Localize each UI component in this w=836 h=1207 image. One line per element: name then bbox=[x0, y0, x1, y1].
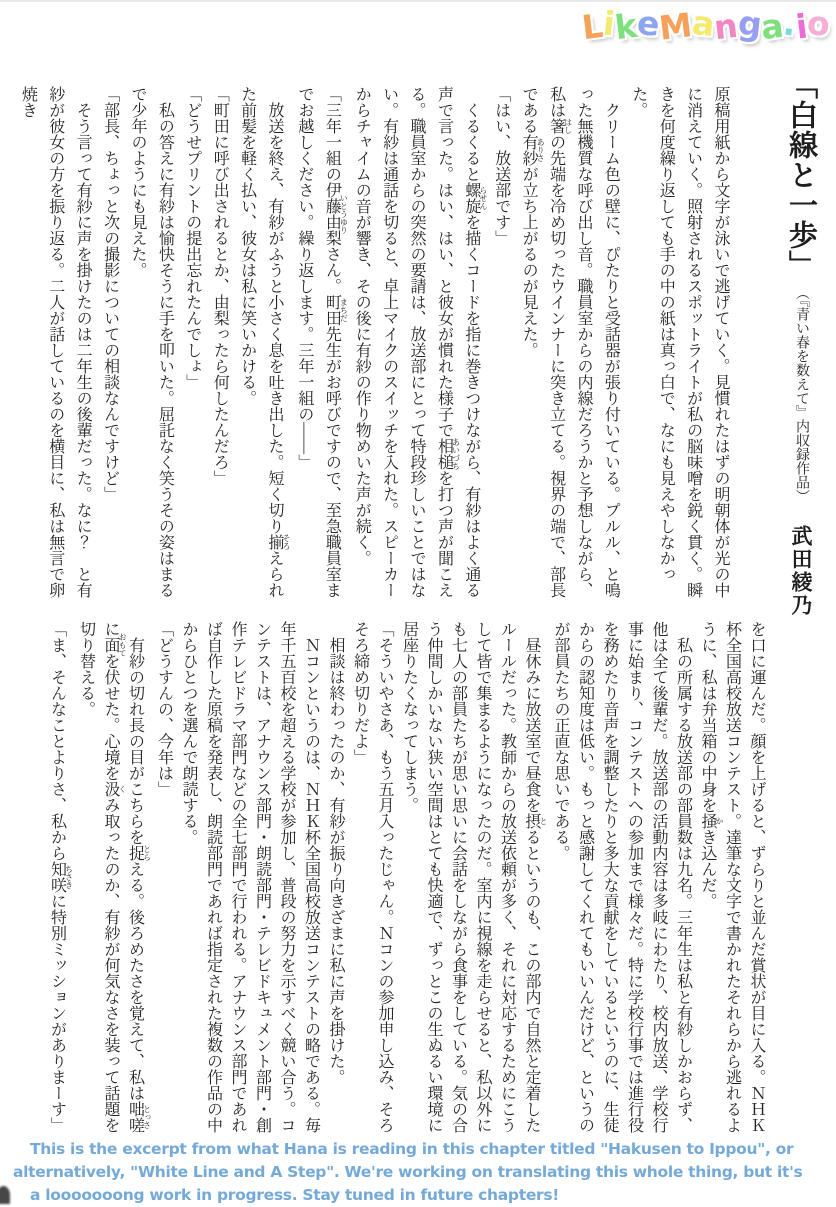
paragraph: 「町田に呼び出されるとか、由梨ったら何したんだろ」 bbox=[211, 86, 229, 486]
watermark-letter: a bbox=[690, 2, 717, 45]
paragraph: Ｎコンというのは、ＮＨＫ杯全国高校放送コンテストの略である。毎年千五百校を超える学校が参加し、普段の努力を示すべく競い合う。コンテストは、アナウンス部門・朗読部門・テレビドキュメント部門・創作テレビドラマ部門などの全七部門で行われる。アナウンス部門であれば自作した原稿を発表し、朗読部門であれば指定された複数の作品の中からひとつを選んで朗読する。 bbox=[180, 621, 320, 1133]
watermark-letter: a bbox=[758, 5, 786, 48]
paragraph: 原稿用紙から文字が泳いで逃げていく。見慣れたはずの明朝体が光の中に消えていく。照射されるスポットライトが私の脳味噌を鋭く貫く。瞬きを何度繰り返しても手の中の紙は真っ白で、なにも見えやしなかった。 bbox=[629, 86, 729, 598]
story-author: 武田綾乃 bbox=[789, 525, 813, 617]
paragraph: 放送を終え、有紗がふうと小さく息を吐き出した。短く切り揃 そろえられた前髪を軽く払い、彼女は私に笑いかける。 bbox=[238, 86, 291, 598]
watermark-letter: . bbox=[781, 3, 799, 44]
watermark-letter: o bbox=[805, 2, 833, 45]
watermark-letter: n bbox=[711, 5, 740, 48]
paragraph: 私の答えに有紗は愉快そうに手を叩いた。屈託なく笑うその姿はまるで少年のようにも見えた。 bbox=[128, 86, 174, 598]
paragraph: 「ま、そんなことよりさ、私から知咲 ちさきに特別ミッションがありまーす」 bbox=[48, 621, 74, 1133]
paragraph: 「三年一組の伊藤由梨 いとうゆりさん。町田 まちだ先生がお呼びですので、至急職員室までお越しください。繰り返します。三年一組の――」 bbox=[295, 86, 349, 598]
watermark-letter: k bbox=[612, 5, 639, 48]
paragraph: くるくると螺旋 らせんを描くコードを指に巻きつけながら、有紗はよく通る声で言った。はい、はい、と彼女が慣れた様子で相槌 あいづちを打つ声が聞こえる。職員室からの突然の要請は、放送部にとって特段珍しいことではない。有紗は通話を切ると、卓上マイクのスイッチを入れた。スピーカーからチャイムの音が響き、その後に有紗の作り物めいた声が続く。 bbox=[353, 86, 488, 598]
paragraph: クリーム色の壁に、ぴたりと受話器が張り付いている。プルル、と鳴った無機質な呼び出し音。職員室からの内線だろうかと予想しながら、私は箸 はしの先端を冷め切ったウインナーに突き立てる。視界の端で、部長である有紗 ありさが立ち上がるのが見えた。 bbox=[520, 86, 620, 598]
paragraph: 昼休みに放送室で昼食を摂 とるというのも、この部内で自然と定着したルールだった。教師からの放送依頼が多く、それに対応するためにこうして皆で集まるようになったのだ。室内に視線を走らせると、私以外にも七人の部員たちが思い思いに会話をしながら食事をしている。気の合う仲間しかいない狭い空間はとても快適で、ずっとこの生ぬるい環境に居座りたくなってしまう。 bbox=[400, 621, 548, 1133]
story-text-top bbox=[14, 86, 734, 604]
note-line: This is the excerpt from what Hana is reading in this chapter titled "Hakusen to Ippou", or bbox=[30, 1140, 794, 1158]
watermark-letter: i bbox=[601, 3, 617, 44]
story-text-bottom bbox=[44, 621, 768, 1145]
watermark-letter: e bbox=[634, 2, 662, 45]
paragraph: を口に運んだ。顔を上げると、ずらりと並んだ賞状が目に入る。ＮＨＫ杯全国高校放送コンテスト。達筆な文字で書かれたそれらから逃れるように、私は弁当箱の中身を掻 かき込んだ。 bbox=[699, 621, 765, 1133]
watermark-letter: L bbox=[580, 5, 606, 48]
paragraph: 「はい、放送部です」 bbox=[492, 86, 510, 246]
note-line: alternatively, "White Line and A Step". We're working on translating this whole thing, but it's bbox=[13, 1163, 803, 1181]
watermark-letter: i bbox=[793, 6, 810, 47]
watermark-letter: g bbox=[735, 2, 764, 45]
paragraph: 「部長、ちょっと次の撮影についての相談なんですけど」 bbox=[101, 86, 119, 502]
note-line: a looooooong work in progress. Stay tuned in future chapters! bbox=[30, 1186, 560, 1204]
title-block bbox=[781, 70, 822, 670]
paragraph: そう言って有紗に声を掛けたのは二年生の後輩だった。なに？ と有紗が彼女の方を振り返る。二人が話しているのを横目に、私は無言で卵焼き bbox=[19, 86, 92, 598]
paragraph: 「どうせプリントの提出忘れたんでしょ」 bbox=[183, 86, 201, 390]
paragraph: 「どうすんの、今年は」 bbox=[155, 621, 173, 797]
paragraph: 相談は終わったのか、有紗が振り向きざまに私に声を掛けた。 bbox=[327, 637, 344, 1085]
story-title: 「白線と一歩」 bbox=[785, 70, 817, 280]
site-watermark bbox=[580, 2, 833, 54]
paragraph: 「そういやさあ、もう五月入ったじゃん。Ｎコンの参加申し込み、そろそろ締め切りだよ」 bbox=[351, 621, 393, 1133]
story-subtitle: （『青い春を数えて』内収録作品） bbox=[794, 286, 809, 503]
scan-corner-artifact bbox=[0, 1186, 10, 1204]
paragraph: 有紗の切れ長の目がこちらを捉 とらえる。後ろめたさを覚えて、私は咄嗟 とっさに面 おもてを伏せた。心境を汲 くみ取ったのか、有紗が何気なさを装って話題を切り替える。 bbox=[77, 621, 152, 1133]
translator-note bbox=[13, 1138, 830, 1207]
watermark-letter: M bbox=[656, 5, 695, 48]
paragraph: 私の所属する放送部の部員数は九名。三年生は私と有紗しかおらず、他は全て後輩だ。放送部の活動内容は多岐にわたり、校内放送、学校行事に始まり、コンテストへの参加まで様々だ。特に学校行事では進行役を務めたり音声を調整したりと多大な貢献をしているというのに、生徒からの認知度は低い。もっと感謝してくれてもいいんだけど、というのが部員たちの正直な思いである。 bbox=[552, 621, 692, 1133]
